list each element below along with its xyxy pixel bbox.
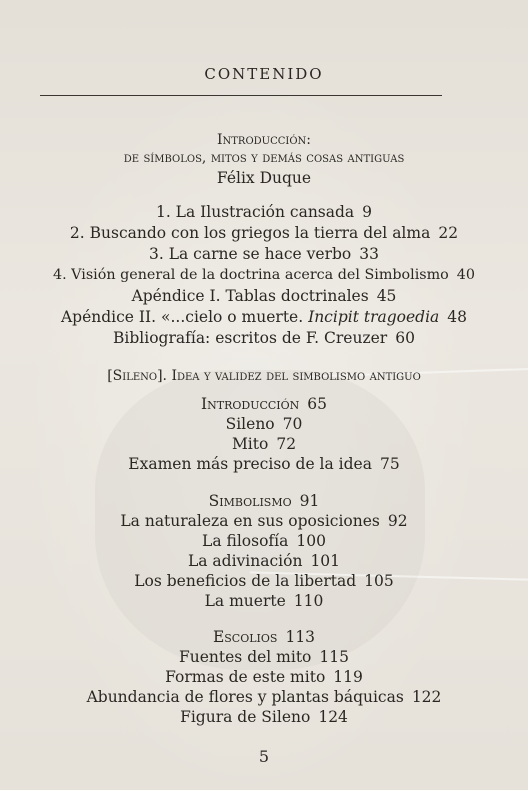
toc-entry: La naturaleza en sus oposiciones 92 [120,512,408,530]
toc-entry: Los beneficios de la libertad 105 [134,572,394,590]
toc-entry: 1. La Ilustración cansada 9 [155,203,373,221]
part2-title: [Sileno]. Idea y validez del simbolismo antiguo [107,368,421,384]
toc-entry: Figura de Sileno 124 [180,708,348,726]
toc-entry: Abundancia de flores y plantas báquicas 122 [86,688,442,706]
intro-subtitle: de símbolos, mitos y demás cosas antiguas [123,150,405,166]
toc-entry: Mito 72 [231,435,297,453]
section-heading: Simbolismo 91 [208,492,320,510]
toc-entry: 3. La carne se hace verbo 33 [149,245,379,263]
toc-entry: Apéndice I. Tablas doctrinales 45 [131,287,397,305]
toc-entry: La adivinación 101 [187,552,341,570]
toc-entry: La filosofía 100 [202,532,326,550]
toc-entry: 2. Buscando con los griegos la tierra del alma 22 [69,224,459,242]
toc-entry: 4. Visión general de la doctrina acerca del Simbolismo 40 [52,267,475,283]
section-heading: Escolios 113 [212,628,316,646]
toc-entry: Formas de este mito 119 [165,668,363,686]
toc-entry: Apéndice II. «...cielo o muerte. Incipit tragoedia 48 [60,308,468,326]
intro-label: Introducción: [216,132,312,148]
intro-author: Félix Duque [216,169,312,187]
page-number: 5 [258,747,270,766]
heading-rule [40,95,442,96]
toc-entry: Bibliografía: escritos de F. Creuzer 60 [113,329,415,347]
toc-entry: La muerte 110 [204,592,324,610]
contents-heading: CONTENIDO [204,65,324,83]
section-heading: Introducción 65 [200,395,328,413]
toc-entry: Examen más preciso de la idea 75 [128,455,400,473]
toc-entry: Sileno 70 [225,415,303,433]
toc-entry: Fuentes del mito 115 [179,648,349,666]
